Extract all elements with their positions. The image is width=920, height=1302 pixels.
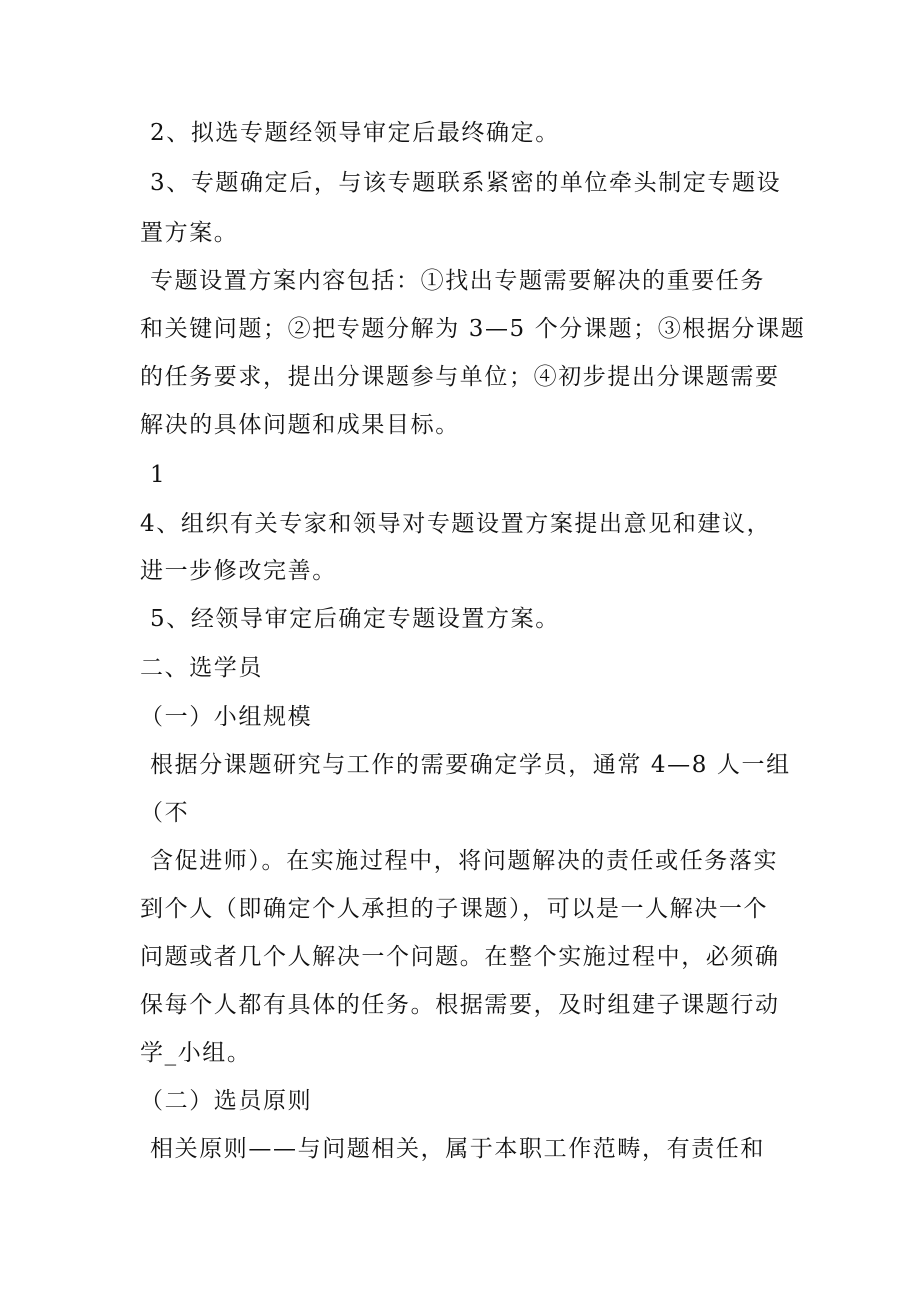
text-line: 学_小组。 bbox=[140, 1040, 252, 1066]
page-number: 1 bbox=[150, 462, 167, 488]
text-line: 相关原则——与问题相关，属于本职工作范畴，有责任和 bbox=[150, 1136, 765, 1162]
text-line: 解决的具体问题和成果目标。 bbox=[140, 412, 460, 438]
text-line: 置方案。 bbox=[140, 220, 239, 246]
text-line: 根据分课题研究与工作的需要确定学员，通常 4—8 人一组 bbox=[150, 752, 791, 778]
subsection-heading: （二）选员原则 bbox=[140, 1088, 313, 1114]
text-line: 专题设置方案内容包括：①找出专题需要解决的重要任务 bbox=[150, 268, 765, 294]
text-line: 保每个人都有具体的任务。根据需要，及时组建子课题行动 bbox=[140, 992, 780, 1018]
text-line: 和关键问题；②把专题分解为 3—5 个分课题；③根据分课题 bbox=[140, 316, 806, 342]
text-line: 5、经领导审定后确定专题设置方案。 bbox=[150, 606, 560, 632]
text-line: 4、组织有关专家和领导对专题设置方案提出意见和建议， bbox=[140, 511, 772, 537]
text-line: 的任务要求，提出分课题参与单位；④初步提出分课题需要 bbox=[140, 364, 780, 390]
text-line: 进一步修改完善。 bbox=[140, 558, 337, 584]
text-line: （不 bbox=[140, 800, 190, 826]
text-line: 到个人（即确定个人承担的子课题），可以是一人解决一个 bbox=[140, 896, 769, 922]
text-line: 问题或者几个人解决一个问题。在整个实施过程中，必须确 bbox=[140, 944, 780, 970]
subsection-heading: （一）小组规模 bbox=[140, 704, 313, 730]
section-heading: 二、选学员 bbox=[140, 655, 263, 681]
text-line: 2、拟选专题经领导审定后最终确定。 bbox=[150, 120, 560, 146]
text-line: 含促进师）。在实施过程中，将问题解决的责任或任务落实 bbox=[150, 848, 779, 874]
text-line: 3、专题确定后，与该专题联系紧密的单位牵头制定专题设 bbox=[150, 170, 782, 196]
